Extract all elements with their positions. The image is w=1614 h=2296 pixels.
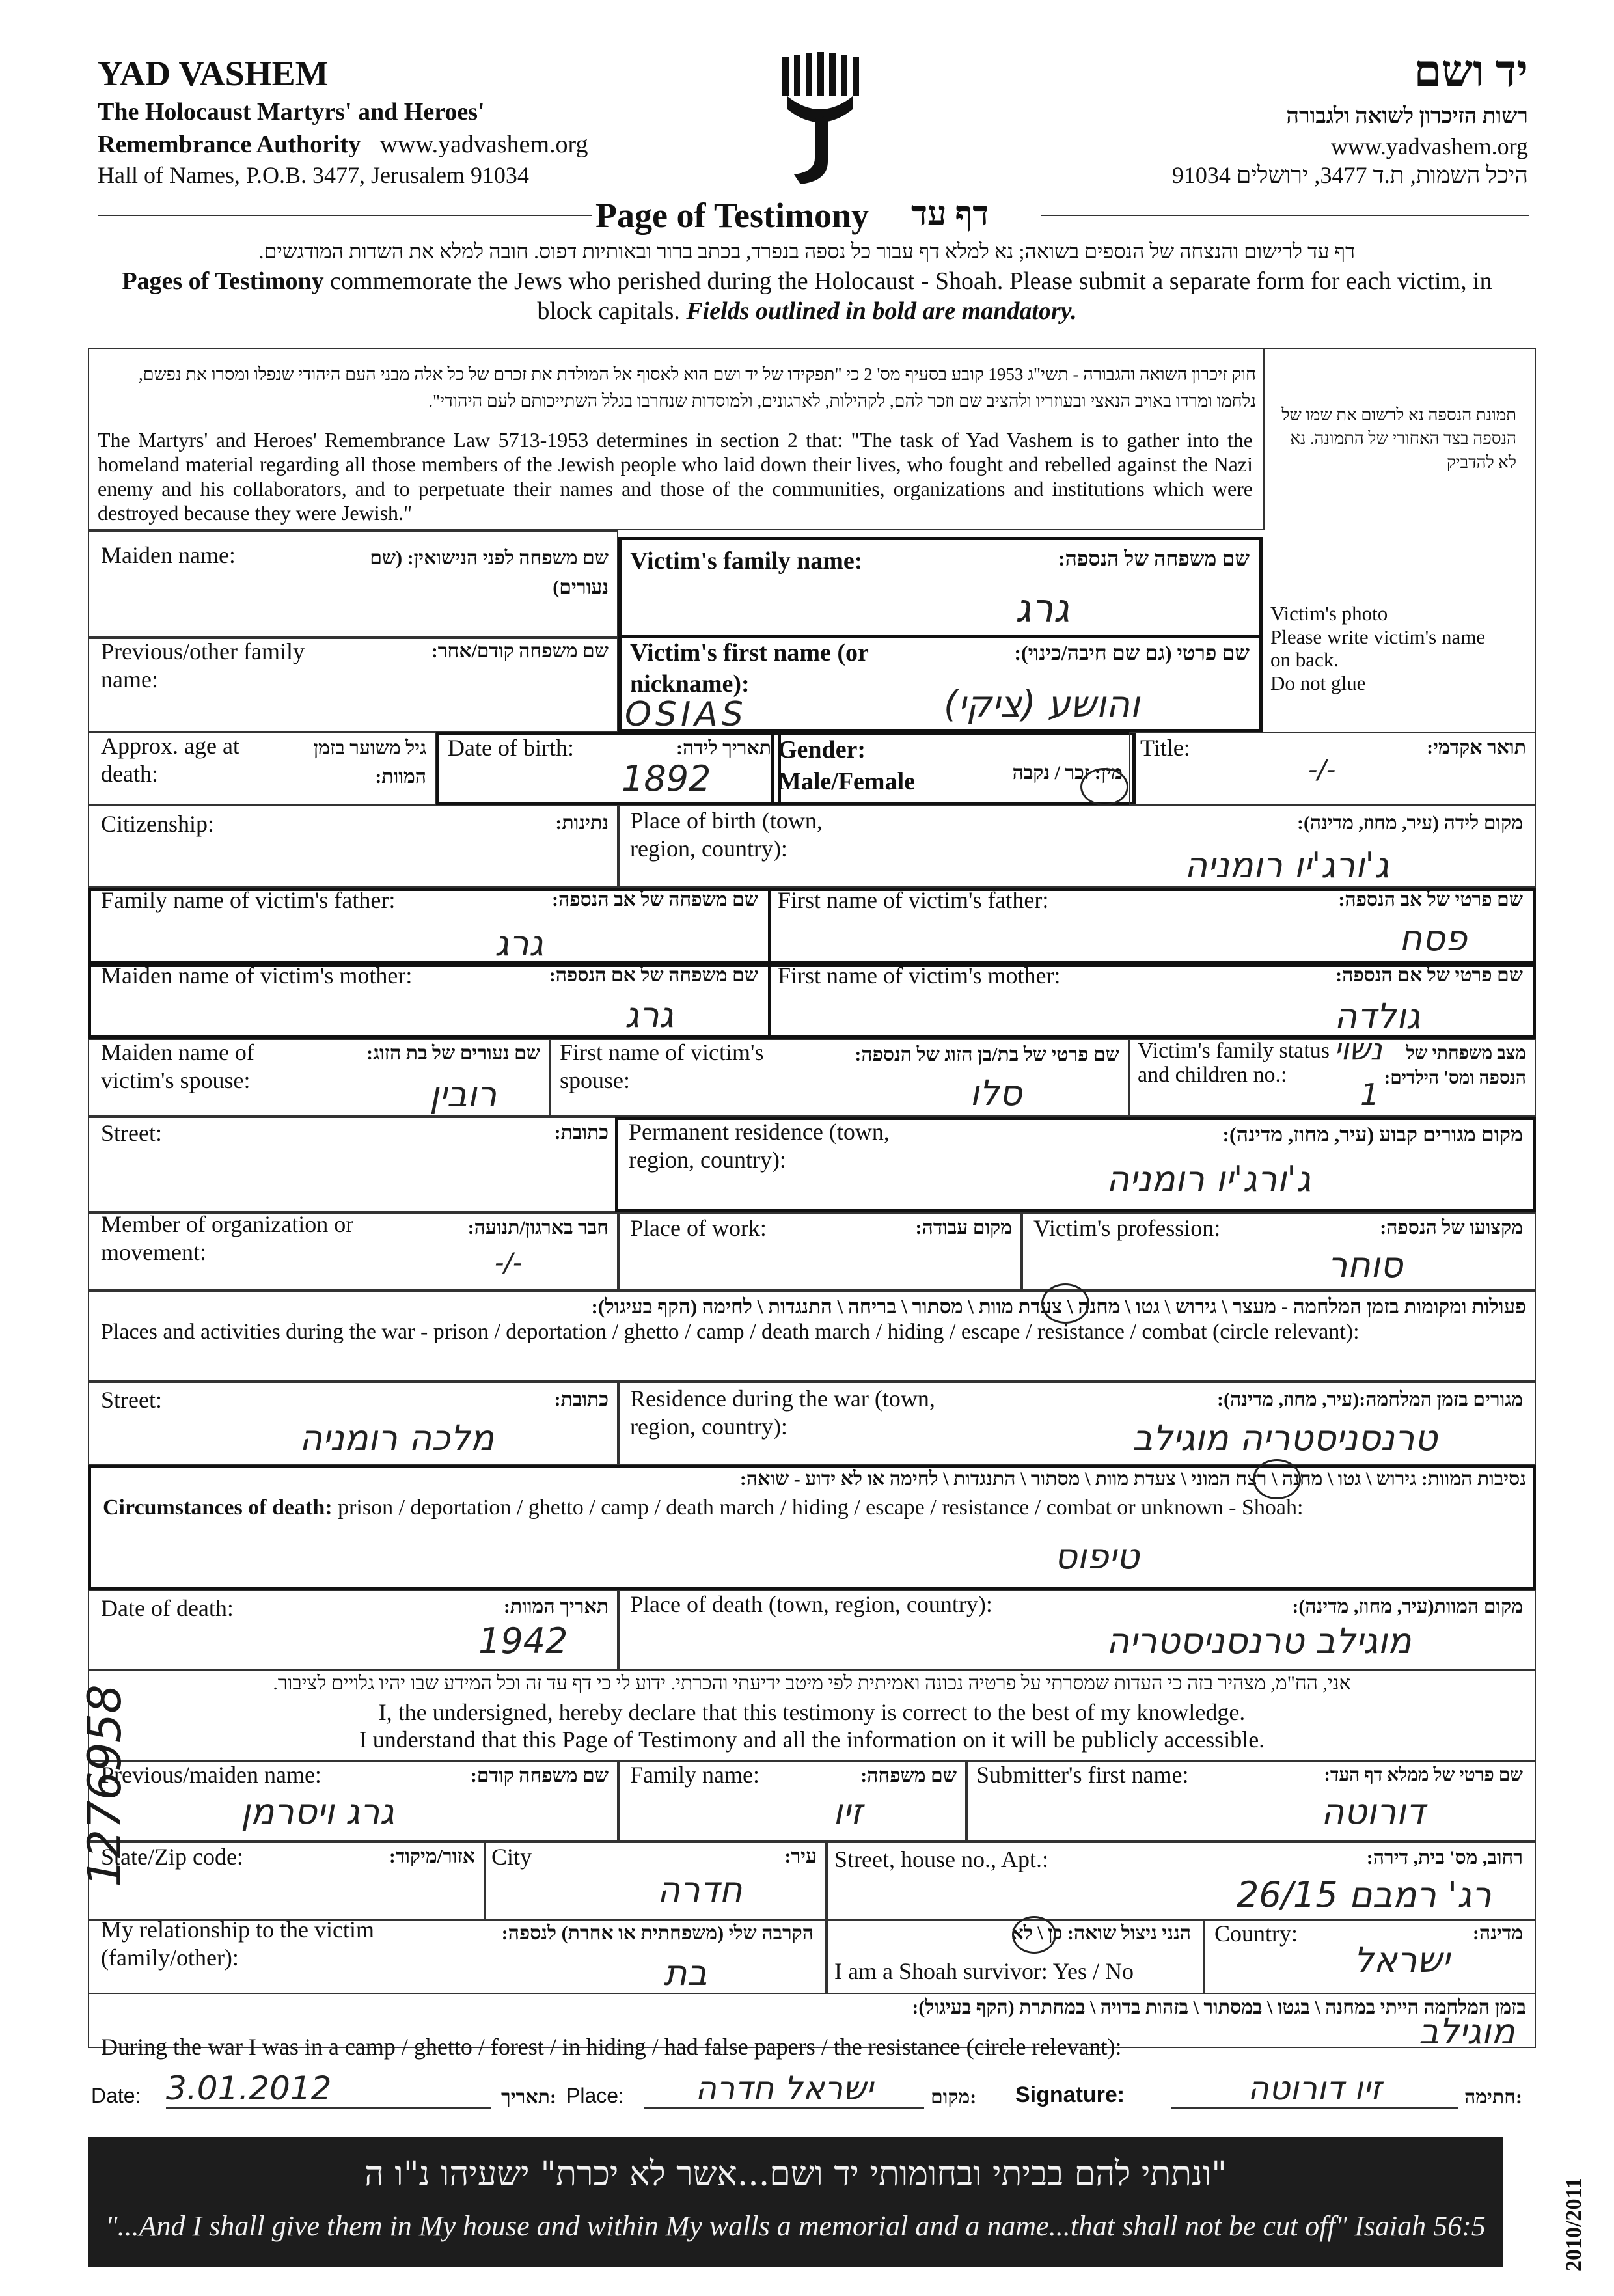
gender-label: Gender: Male/Female [778, 736, 916, 796]
submitter-zip-label: State/Zip code: [101, 1844, 243, 1870]
intro-bold: Pages of Testimony [122, 267, 324, 295]
submitter-street-label-hebrew: רחוב, מס' בית, דירה: [1366, 1847, 1523, 1868]
place-of-work-label: Place of work: [630, 1215, 767, 1241]
children-count-value: 1 [1360, 1077, 1380, 1112]
organization-value: -/- [495, 1248, 523, 1278]
place-of-death-label: Place of death (town, region, country): [630, 1591, 992, 1617]
place-of-birth-label-hebrew: מקום לידה (עיר, מחוז, מדינה): [1296, 812, 1523, 834]
previous-name-label: Previous/other family name: [101, 638, 305, 693]
side-reference-number: 1276958 [78, 1684, 131, 1887]
footer-quote-hebrew: "ונתתי להם בביתי ובחומותי יד ושם...אשר לא יכרת" ישעיהו נ"ו ה [364, 2155, 1227, 2194]
submitter-first-name-label-hebrew: שם פרטי של ממלא דף העד: [1324, 1765, 1523, 1785]
declaration-line-1: I, the undersigned, hereby declare that this testimony is correct to the best of my knowledge. [378, 1699, 1246, 1725]
father-first-name-label-hebrew: שם פרטי של אב הנספה: [1338, 889, 1523, 910]
citizenship-label: Citizenship: [101, 811, 214, 837]
war-ghetto-circle [1041, 1283, 1089, 1324]
title-label: Title: [1140, 735, 1190, 761]
date-of-death-value: 1942 [478, 1620, 568, 1661]
photo-note-3: Do not glue [1270, 671, 1366, 694]
victim-first-name-value: OSIAS [625, 695, 747, 734]
org-address-hebrew: היכל השמות, ת.ד 3477, ירושלים 91034 [1171, 162, 1528, 188]
spouse-maiden-name-value: רובין [430, 1074, 497, 1115]
photo-label: Victim's photo [1270, 602, 1388, 625]
org-subtitle-2 [98, 130, 588, 159]
place-of-death-label-hebrew: מקום המוות(עיר, מחוז, מדינה): [1292, 1596, 1523, 1617]
submitter-previous-name-label-hebrew: שם משפחה קודם: [470, 1765, 609, 1786]
country-value: ישראל [1354, 1939, 1450, 1980]
mother-first-name-label: First name of victim's mother: [778, 963, 1061, 989]
submitter-city-label: City [491, 1844, 532, 1870]
date-value[interactable]: 3.01.2012 [166, 2070, 491, 2109]
signature-value[interactable]: זיו דורוטה [1171, 2070, 1458, 2109]
submitter-previous-name-label: Previous/maiden name: [101, 1762, 321, 1788]
war-residence-value: טרנסניסטריה מוגילב [1132, 1417, 1438, 1458]
war-residence-label: Residence during the war (town, region, country): [630, 1386, 935, 1440]
previous-name-label-hebrew: שם משפחה קודם/אחר: [431, 640, 609, 662]
relationship-value: בת [664, 1952, 707, 1993]
war-street-label-hebrew: כתובת: [554, 1389, 609, 1410]
permanent-residence-label: Permanent residence (town, region, country): [629, 1119, 890, 1173]
submitter-war-label: During the war I was in a camp / ghetto / forest / in hiding / had false papers / the resistance (circle relevant): [101, 2034, 1122, 2060]
date-of-birth-label: Date of birth: [448, 735, 574, 761]
intro-english [98, 267, 1516, 326]
photo-instructions[interactable] [1270, 602, 1531, 695]
age-at-death-label-hebrew: גיל משוער בזמן המוות: [313, 737, 426, 787]
place-label-hebrew: :מקום [931, 2086, 977, 2108]
family-status-label-hebrew: מצב משפחתי של הנספה ומס' הילדים: [1384, 1043, 1526, 1088]
date-label-hebrew: :תאריך [501, 2086, 556, 2108]
war-street-value: מלכה רומניה [299, 1417, 495, 1458]
place-of-birth-value: ג'ורג'יו רומניה [1184, 845, 1389, 886]
profession-value: סוחר [1328, 1244, 1403, 1285]
father-family-name-label: Family name of victim's father: [101, 887, 396, 913]
place-of-birth-label: Place of birth (town, region, country): [630, 808, 823, 862]
spouse-maiden-name-label-hebrew: שם נעורים של בת הזוג: [366, 1043, 540, 1064]
org-subtitle: The Holocaust Martyrs' and Heroes' [98, 98, 485, 126]
place-value[interactable]: ישראל חדרה [644, 2070, 924, 2109]
street-label-hebrew: כתובת: [554, 1122, 609, 1143]
declaration-hebrew: אני, הח"מ, מצהיר בזה כי העדות שמסרתי על פרטיה נכונה ואמיתית לפי מיטב ידיעתי והכרתי. ידוע לי כי דף עד זה וכל המידע שבו יהיו גלויים לציבור. [273, 1673, 1351, 1694]
submitter-city-label-hebrew: עיר: [784, 1846, 817, 1867]
citizenship-label-hebrew: נתינות: [555, 812, 609, 834]
submitter-family-name-label: Family name: [630, 1762, 759, 1788]
law-english: The Martyrs' and Heroes' Remembrance Law 5713-1953 determines in section 2 that: "The task of Yad Vashem is to gather into the homeland material regarding all those members of the Jewish people who laid down their lives, who fought and rebelled against the Nazi enemy and his collaborators, and to perpetuate their names and those of the communities, organizations and institutions which were destroyed because they were Jewish." [98, 428, 1253, 525]
submitter-city-value: חדרה [657, 1869, 743, 1910]
date-of-birth-label-hebrew: תאריך לידה: [676, 737, 771, 759]
gender-label-hebrew: מין: זכר / נקבה [1012, 762, 1123, 784]
mother-maiden-name-label-hebrew: שם משפחה של אם הנספה: [549, 964, 758, 986]
org-address: Hall of Names, P.O.B. 3477, Jerusalem 91034 [98, 162, 529, 188]
date-of-death-label-hebrew: תאריך המוות: [503, 1596, 609, 1617]
organization-label: Member of organization or movement: [101, 1211, 354, 1266]
spouse-first-name-label-hebrew: שם פרטי של בת/בן הזוג של הנספה: [855, 1044, 1119, 1065]
age-at-death-label: Approx. age at death: [101, 733, 239, 787]
profession-label: Victim's profession: [1033, 1215, 1221, 1241]
maiden-name-label-hebrew: שם משפחה לפני הנישואין: (שם נעורים) [370, 547, 609, 598]
place-label: Place: [566, 2084, 624, 2107]
gender-male-circle [1080, 768, 1128, 806]
circumstances-label [103, 1496, 1528, 1520]
intro-mandatory-note: Fields outlined in bold are mandatory. [686, 297, 1077, 325]
page-title: Page of Testimony [595, 196, 869, 235]
submitter-first-name-value: דורוטה [1321, 1791, 1425, 1832]
law-hebrew: חוק זיכרון השואה והגבורה - תשי"ג 1953 קובע בסעיף מס' 2 כי "תפקידו של יד ושם הוא לאסוף אל המולדת את זכרם של כל אלה מבני העם היהודי שנפלו ומסרו את נפשם, נלחמו ומרדו באויב הנאצי ובעוזריו ולהציב שם וזכר להם, לקהילות, לארגונים, ולמוסדות שנחרבו בגלל השתייכותם לעם היהודי". [138, 364, 1256, 411]
title-value: -/- [1308, 755, 1336, 785]
war-activities-label: Places and activities during the war - prison / deportation / ghetto / camp / death march / hiding / escape / resistance / combat (circle relevant): [101, 1320, 1360, 1344]
relationship-label-hebrew: הקרבה שלי (משפחתית או אחרת) לנספה: [501, 1922, 814, 1944]
victim-family-name-label-hebrew: שם משפחה של הנספה: [1058, 547, 1250, 570]
mother-maiden-name-label: Maiden name of victim's mother: [101, 963, 413, 989]
org-name: YAD VASHEM [98, 54, 329, 93]
photo-instructions-hebrew: תמונת הנספה נא לרשום את שמו של הנספה בצד האחורי של התמונה. נא לא להדביק [1281, 405, 1516, 472]
war-activities-label-hebrew: פעולות ומקומות בזמן המלחמה - מעצר \ גירוש \ גטו \ מחנה \ צעדת מוות \ מסתור \ בריחה \ התנגדות \ לחימה (הקף בעיגול): [591, 1295, 1526, 1318]
permanent-residence-label-hebrew: מקום מגורים קבוע (עיר, מחוז, מדינה): [1222, 1123, 1523, 1146]
org-sub2: Remembrance Authority [98, 131, 361, 158]
relationship-label: My relationship to the victim (family/other): [101, 1917, 374, 1971]
submitter-family-name-label-hebrew: שם משפחה: [860, 1765, 957, 1786]
permanent-residence-value: ג'ורג'יו רומניה [1106, 1158, 1311, 1199]
victim-family-name-value: גרג [1015, 586, 1070, 631]
submitter-first-name-label: Submitter's first name: [976, 1762, 1189, 1788]
circumstances-label-bold: Circumstances of death: [103, 1496, 333, 1520]
country-label-hebrew: מדינה: [1472, 1922, 1523, 1944]
yad-vashem-logo [774, 51, 866, 187]
submitter-street-value: רג' רמבם 26/15 [1237, 1874, 1492, 1915]
mother-first-name-label-hebrew: שם פרטי של אם הנספה: [1335, 964, 1523, 986]
page-title-hebrew: דף עד [911, 196, 989, 233]
title-label-hebrew: תואר אקדמי: [1427, 737, 1526, 758]
header-rule-left [98, 215, 592, 216]
submitter-street-label: Street, house no., Apt.: [834, 1846, 1048, 1872]
submitter-war-label-hebrew: בזמן המלחמה הייתי במחנה \ בגטו \ במסתור \ בזהות בדויה \ במחתרת (הקף בעיגול): [912, 1997, 1526, 2018]
mother-first-name-value: גולדה [1334, 996, 1421, 1037]
father-first-name-label: First name of victim's father: [778, 887, 1049, 913]
father-first-name-value: פסח [1399, 918, 1468, 959]
survivor-label-hebrew: הנני ניצול שואה: כן \ לא [1011, 1922, 1191, 1944]
submitter-previous-name-value: גרג ויסרמן [241, 1791, 394, 1832]
war-residence-label-hebrew: מגורים בזמן המלחמה:(עיר, מחוז, מדינה): [1216, 1389, 1523, 1410]
signature-label-hebrew: :חתימה [1464, 2086, 1522, 2108]
org-website[interactable]: www.yadvashem.org [379, 131, 588, 158]
place-of-work-label-hebrew: מקום עבודה: [915, 1217, 1012, 1238]
submitter-zip-label-hebrew: אזור/מיקוד: [389, 1846, 475, 1867]
father-family-name-label-hebrew: שם משפחה של אב הנספה: [552, 889, 758, 910]
intro-text: commemorate the Jews who perished during the Holocaust - Shoah. Please submit a separate form for each victim, in block capitals. [323, 267, 1492, 325]
org-subtitle-hebrew: רשות הזיכרון לשואה ולגבורה [1286, 104, 1528, 128]
intro-hebrew: דף עד לרישום והנצחה של הנספים בשואה; נא למלא דף עבור כל נספה בנפרד, בכתב ברור ובאותיות דפוס. חובה למלא את השדות המודגשים. [258, 239, 1356, 263]
death-ghetto-circle [1253, 1459, 1301, 1499]
photo-note-2: on back. [1270, 648, 1339, 672]
date-of-death-label: Date of death: [101, 1595, 234, 1621]
circumstances-label-text: prison / deportation / ghetto / camp / death march / hiding / escape / resistance / combat or unknown - Shoah: [332, 1496, 1304, 1520]
date-of-birth-value: 1892 [622, 758, 711, 799]
declaration-line-2: I understand that this Page of Testimony and all the information on it will be publicly accessible. [359, 1727, 1265, 1753]
war-street-label: Street: [101, 1387, 162, 1413]
survivor-label: I am a Shoah survivor: Yes / No [834, 1958, 1134, 1984]
footer-quote-english: "...And I shall give them in My house and within My walls a memorial and a name...that shall not be cut off" Isaiah 56:5 [105, 2210, 1486, 2242]
victim-family-name-label: Victim's family name: [630, 547, 863, 575]
spouse-first-name-value: סלו [970, 1073, 1022, 1114]
family-status-label: Victim's family status and children no.: [1138, 1039, 1330, 1087]
maiden-name-label: Maiden name: [101, 542, 236, 568]
victim-first-name-label: Victim's first name (or nickname): [630, 639, 869, 698]
father-family-name-value: גרג [495, 923, 543, 964]
organization-label-hebrew: חבר בארגון/תנועה: [467, 1217, 609, 1238]
victim-nickname-value: והושע (ציקי) [944, 683, 1140, 726]
survivor-yes-circle [1012, 1916, 1056, 1954]
org-website-hebrew[interactable]: www.yadvashem.org [1331, 133, 1528, 159]
spouse-maiden-name-label: Maiden name of victim's spouse: [101, 1039, 254, 1094]
place-of-death-value: מוגילב טרנסניסטריה [1106, 1620, 1412, 1661]
date-label: Date: [91, 2084, 141, 2107]
org-name-hebrew: יד ושם [1414, 46, 1528, 96]
footer-banner [88, 2137, 1503, 2267]
photo-note-1: Please write victim's name [1270, 625, 1486, 648]
street-label: Street: [101, 1120, 162, 1146]
circumstances-value: טיפוס [1054, 1536, 1140, 1577]
profession-label-hebrew: מקצועו של הנספה: [1380, 1217, 1523, 1238]
family-status-value: נשוי [1334, 1032, 1382, 1067]
country-label: Country: [1214, 1920, 1298, 1947]
victim-first-name-label-hebrew: שם פרטי (גם שם חיבה/כינוי): [1014, 641, 1250, 664]
spouse-first-name-label: First name of victim's spouse: [560, 1039, 764, 1094]
circumstances-label-hebrew: נסיבות המוות: גירוש \ גטו \ מחנה \ רצח המוני \ צעדת מוות \ מסתור \ התנגדות \ לחימה או לא ידוע - שואה: [739, 1468, 1526, 1490]
signature-label: Signature: [1015, 2083, 1125, 2107]
form-year: 2010/2011 [1562, 2178, 1586, 2271]
submitter-family-name-value: זיו [833, 1791, 863, 1832]
submitter-war-value: מוגילב [1419, 2011, 1515, 2052]
header-rule-right [1041, 215, 1529, 216]
mother-maiden-name-value: גרג [625, 994, 674, 1035]
